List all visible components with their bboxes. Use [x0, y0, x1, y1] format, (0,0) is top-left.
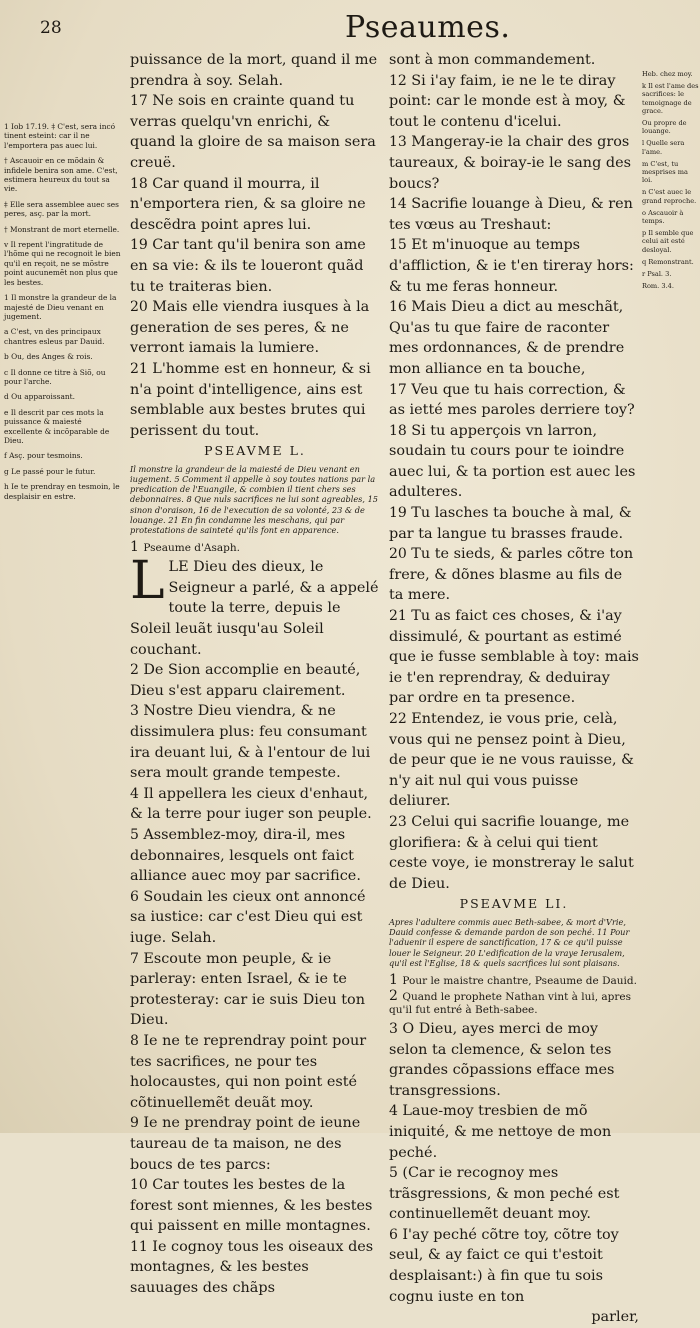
verse: 10 Car toutes les bestes de la forest sont miennes, & les bestes qui paissent en mille montagnes.	[130, 1177, 373, 1235]
main-column-left	[130, 50, 380, 1299]
catchword: parler,	[591, 1309, 639, 1326]
verse: 16 Mais Dieu a dict au meschãt, Qu'as tu que faire de raconter mes ordonnances, & de prendre mon alliance en ta bouche,	[389, 299, 625, 377]
margin-note: r Psal. 3.	[642, 270, 672, 279]
verse: 9 Ie ne prendray point de ieune taureau de ta maison, ne des boucs de tes parcs:	[130, 1115, 361, 1173]
margin-note: Ou propre de louange.	[642, 119, 687, 136]
psalm-argument: Apres l'adultere commis auec Beth-sabee, & mort d'Vrie, Dauid confesse & demande pardon de son peché. 11 Pour l'aduenir il espere de sanctification, 17 & ce qu'il puisse louer le Seigneur. 20 L'edification de la vraye Ierusalem, qu'il est l'Eglise, 18 & quels sacrifices lui sont plaisans.	[389, 916, 630, 968]
psalm-superscription: 1 Pour le maistre chantre, Pseaume de Dauid.	[389, 971, 637, 988]
verse: puissance de la mort, quand il me prendra à soy. Selah.	[130, 52, 378, 89]
verse: 4 Il appellera les cieux d'enhaut, & la terre pour iuger son peuple.	[130, 785, 372, 823]
verse: 8 Ie ne te reprendray point pour tes sacrifices, ne pour tes holocaustes, qui non point esté cõtinuellemẽt deuãt moy.	[130, 1032, 367, 1111]
margin-note: 1 Iob 17.19. ‡ C'est, sera incó tinent esteint: car il ne l'emportera pas auec lui.	[4, 122, 116, 150]
margin-note: 1 Il monstre la grandeur de la majesté de Dieu venant en jugement.	[4, 293, 117, 321]
running-title: Pseaumes.	[345, 10, 511, 45]
margin-note: Heb. chez moy.	[642, 70, 693, 78]
verse: 3 Nostre Dieu viendra, & ne dissimulera plus: feu consumant ira deuant lui, & à l'entour de lui sera moult grande tempeste.	[130, 703, 371, 782]
verse: 21 L'homme est en honneur, & si n'a point d'intelligence, ains est semblable aux bestes brutes qui perissent du tout.	[130, 360, 371, 439]
page-number: 28	[40, 18, 62, 38]
right-margin-notes	[642, 70, 700, 1070]
psalm-title: PSEAVME LI.	[459, 896, 569, 912]
margin-note: h Ie te prendray en tesmoin, le desplaisir en estre.	[4, 482, 120, 501]
verse: 5 (Car ie recognoy mes trãsgressions, & mon peché est continuellemẽt deuant moy.	[389, 1165, 620, 1223]
verse: 3 O Dieu, ayes merci de moy selon ta clemence, & selon tes grandes cõpassions efface mes transgressions.	[389, 1020, 615, 1099]
verse: 5 Assemblez-moy, dira-il, mes debonnaires, lesquels ont faict alliance auec moy par sacrifice.	[130, 827, 361, 885]
verse: 21 Tu as faict ces choses, & i'ay dissimulé, & pourtant as estimé que ie fusse semblable à toy: mais ie t'en reprendray, & deduiray par ordre en ta presence.	[389, 608, 639, 707]
verse: 12 Si i'ay faim, ie ne le te diray point: car le monde est à moy, & tout le contenu d'icelui.	[389, 72, 626, 130]
verse: 13 Mangeray-ie la chair des gros taureaux, & boiray-ie le sang des boucs?	[389, 134, 631, 192]
margin-note: f Asç. pour tesmoins.	[4, 451, 83, 461]
margin-note: n C'est auec le grand reproche.	[642, 188, 697, 205]
verse: 19 Car tant qu'il benira son ame en sa vie: & ils te loueront quãd tu te traiteras bien.	[130, 237, 366, 295]
psalm-argument: Il monstre la grandeur de la maiesté de Dieu venant en iugement. 5 Comment il appelle à soy toutes nations par la predication de l'Euangile, & combien il tient chers ses debonnaires. 8 Que nuls sacrifices ne lui sont agreables, 15 sinon d'oraison, 16 de l'execution de sa volonté, 23 & de louange. 21 En fin condamne les meschans, qui par protestations de sainteté qu'ils font en apparence.	[130, 463, 379, 536]
margin-note: b Ou, des Anges & rois.	[4, 352, 93, 362]
left-margin-notes	[4, 122, 122, 507]
verse: 20 Mais elle viendra iusques à la generation de ses peres, & ne verront iamais la lumiere.	[130, 299, 370, 357]
verse: 7 Escoute mon peuple, & ie parleray: enten Israel, & ie te protesteray: car ie suis Dieu ton Dieu.	[130, 950, 365, 1029]
verse: 20 Tu te sieds, & parles cõtre ton frere, & dõnes blasme au fils de ta mere.	[389, 546, 634, 604]
verse: 2 De Sion accomplie en beauté, Dieu s'est apparu clairement.	[130, 662, 361, 699]
verse: 18 Car quand il mourra, il n'emportera rien, & sa gloire ne descẽdra point apres lui.	[130, 175, 366, 233]
margin-note: m C'est, tu mesprises ma loi.	[642, 159, 688, 185]
verse: 14 Sacrifie louange à Dieu, & ren tes vœus au Treshaut:	[389, 196, 633, 233]
margin-note: c Il donne ce titre à Siõ, ou pour l'arche.	[4, 367, 106, 386]
verse: 18 Si tu apperçois vn larron, soudain tu cours pour te ioindre auec lui, & ta portion est auec les adulteres.	[389, 422, 636, 501]
margin-note: g Le passé pour le futur.	[4, 466, 96, 476]
margin-note: k Il est l'ame des sacrifices: le temoignage de grace.	[642, 82, 699, 115]
margin-note: † Monstrant de mort eternelle.	[4, 224, 120, 234]
verse: 11 Ie cognoy tous les oiseaux des montagnes, & les bestes sauuages des chãps	[130, 1238, 374, 1297]
verse: 6 Soudain les cieux ont annoncé sa iustice: car c'est Dieu qui est iuge. Selah.	[130, 888, 366, 946]
margin-note: e Il descrit par ces mots la puissance & maiesté excellente & incõparable de Dieu.	[4, 407, 110, 445]
psalm-superscription: 1 Pseaume d'Asaph.	[130, 539, 240, 556]
margin-note: p Il semble que celui ait esté desloyal.	[642, 229, 694, 254]
margin-note: l Quelle sera l'ame.	[642, 139, 685, 156]
margin-note: a C'est, vn des principaux chantres esleus par Dauid.	[4, 327, 105, 346]
margin-note: q Remonstrant.	[642, 257, 694, 266]
verse: sont à mon commandement.	[389, 52, 596, 68]
verse: 17 Veu que tu hais correction, & as ietté mes paroles derriere toy?	[389, 381, 635, 419]
margin-note: d Ou apparoissant.	[4, 392, 75, 402]
verse: 19 Tu lasches ta bouche à mal, & par ta langue tu brasses fraude.	[389, 505, 632, 542]
drop-cap: L	[130, 551, 165, 612]
psalm-superscription: 2 Quand le prophete Nathan vint à lui, apres qu'il fut entré à Beth-sabee.	[389, 987, 632, 1016]
margin-note: Rom. 3.4.	[642, 282, 674, 291]
verse: 4 Laue-moy tresbien de mõ iniquité, & me nettoye de mon peché.	[389, 1103, 612, 1161]
verse: 22 Entendez, ie vous prie, celà, vous qui ne pensez point à Dieu, de peur que ie ne vous rauisse, & n'y ait nul qui vous puisse deliurer.	[389, 711, 634, 810]
psalm-title: PSEAVME L.	[204, 443, 306, 459]
margin-note: ‡ Elle sera assemblee auec ses peres, asç. par la mort.	[4, 199, 119, 219]
verse: 23 Celui qui sacrifie louange, me glorifiera: & à celui qui tient ceste voye, ie monstreray le salut de Dieu.	[389, 813, 634, 892]
verse: LLE Dieu des dieux, le Seigneur a parlé, & a appelé toute la terre, depuis le Soleil leuãt iusqu'au Soleil couchant.	[130, 551, 379, 658]
verse: 6 I'ay peché cõtre toy, cõtre toy seul, & ay faict ce qui t'estoit desplaisant:) à fin que tu sois cognu iuste en ton	[389, 1226, 619, 1305]
margin-note: v Il repent l'ingratitude de l'hõme qui ne recognoit le bien qu'il en reçoit, ne se mõstre point aucunemẽt non plus que les bestes.	[4, 240, 121, 287]
main-column-right	[389, 50, 639, 1328]
margin-note: o Ascauoir à temps.	[642, 208, 684, 226]
verse: 15 Et m'inuoque au temps d'affliction, & ie t'en tireray hors: & tu me feras honneur.	[389, 237, 634, 295]
margin-note: † Ascauoir en ce mõdain & infidele benira son ame. C'est, estimera heureux du tout sa vie.	[4, 156, 118, 194]
verse: 17 Ne sois en crainte quand tu verras quelqu'vn enrichi, & quand la gloire de sa maison sera creuë.	[130, 93, 376, 171]
